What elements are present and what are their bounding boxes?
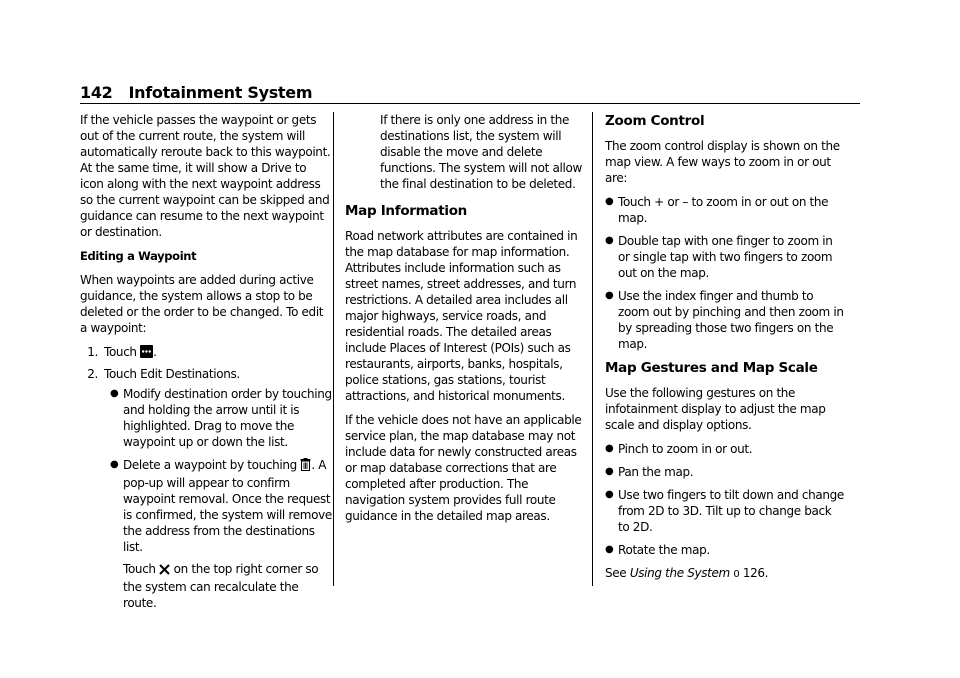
section-heading: Zoom Control <box>605 113 705 129</box>
bullet-icon: ● <box>605 466 614 477</box>
step-1 <box>80 344 332 362</box>
column-3 <box>605 112 845 591</box>
bullet-icon: ● <box>605 235 614 246</box>
step-number: 2. <box>87 367 98 381</box>
list-item <box>605 487 845 535</box>
section-heading: Map Information <box>345 203 467 219</box>
more-menu-icon <box>140 345 153 362</box>
column-divider <box>592 112 593 586</box>
bullet-icon: ● <box>605 290 614 301</box>
close-x-icon <box>159 563 170 579</box>
bullet-continuation <box>123 561 332 611</box>
list-item <box>110 457 332 611</box>
step-text: Touch <box>104 345 137 359</box>
list-item <box>605 233 845 281</box>
list-item <box>605 441 845 457</box>
bullet-text: Delete a waypoint by touching <box>123 458 297 472</box>
page-number: 142 <box>80 83 113 102</box>
bullet-text: Use two fingers to tilt down and change from 2D to 3D. Tilt up to change back to 2D. <box>618 488 844 534</box>
list-item <box>605 464 845 480</box>
bullet-text: Pan the map. <box>618 465 694 479</box>
list-item <box>605 542 845 558</box>
column-1 <box>80 112 332 618</box>
bullet-icon: ● <box>605 443 614 454</box>
bullet-icon: ● <box>110 388 119 399</box>
bullet-text: Use the index finger and thumb to zoom out by pinching and then zoom in by spreading those two fingers on the map. <box>618 289 844 351</box>
bullet-text: Touch + or – to zoom in or out on the map. <box>618 195 829 225</box>
sub-heading: Editing a Waypoint <box>80 249 197 263</box>
bullet-text: Rotate the map. <box>618 543 710 557</box>
bullet-text: on the top right corner so the system can recalculate the route. <box>123 562 319 610</box>
list-item <box>605 288 845 352</box>
bullet-icon: ● <box>605 489 614 500</box>
paragraph: When waypoints are added during active guidance, the system allows a stop to be deleted or the order to be changed. To edit a waypoint: <box>80 273 324 335</box>
see-prefix: See <box>605 566 627 580</box>
page-header <box>80 83 312 102</box>
paragraph: If the vehicle does not have an applicable service plan, the map database may not include data for newly constructed areas or map database corrections that are completed after production. The navigation system provides full route guidance in the detailed map areas. <box>345 413 582 523</box>
page-title: Infotainment System <box>128 83 313 102</box>
page-arrow-icon: 0 <box>733 569 740 580</box>
bullet-icon: ● <box>605 196 614 207</box>
list-item <box>605 194 845 226</box>
step-2 <box>80 366 332 382</box>
bullet-list <box>605 441 845 558</box>
section-heading: Map Gestures and Map Scale <box>605 360 818 376</box>
bullet-icon: ● <box>110 459 119 470</box>
paragraph: If the vehicle passes the waypoint or gets out of the current route, the system will automatically reroute back to this waypoint. At the same time, it will show a Drive to icon along with the next waypoint address so the current waypoint can be skipped and guidance can resume to the next waypoint or destination. <box>80 113 331 239</box>
step-number: 1. <box>87 345 98 359</box>
column-2 <box>345 112 585 532</box>
bullet-list <box>605 194 845 352</box>
column-divider <box>333 112 334 586</box>
see-reference[interactable]: Using the System <box>629 566 730 580</box>
bullet-text: Pinch to zoom in or out. <box>618 442 753 456</box>
paragraph: Road network attributes are contained in the map database for map information. Attributes include information such as street names, street addresses, and turn restrictions. A detailed area includes all major highways, service roads, and residential roads. The detailed areas include Places of Interest (POIs) such as restaurants, airports, banks, hospitals, police stations, gas stations, tourist attractions, and historical monuments. <box>345 229 578 403</box>
paragraph: The zoom control display is shown on the map view. A few ways to zoom in or out are: <box>605 139 840 185</box>
cross-reference <box>605 565 845 583</box>
bullet-icon: ● <box>605 544 614 555</box>
bullet-list <box>110 386 332 611</box>
bullet-text: Double tap with one finger to zoom in or single tap with two fingers to zoom out on the map. <box>618 234 833 280</box>
list-item <box>110 386 332 450</box>
bullet-text: Touch <box>123 562 156 576</box>
paragraph: Use the following gestures on the infotainment display to adjust the map scale and display options. <box>605 386 826 432</box>
see-page[interactable]: 126. <box>742 566 769 580</box>
step-text: . <box>153 345 157 359</box>
header-rule <box>80 103 860 104</box>
trash-icon <box>300 458 311 475</box>
paragraph: If there is only one address in the destinations list, the system will disable the move and delete functions. The system will not allow the final destination to be deleted. <box>380 113 582 191</box>
step-text: Touch Edit Destinations. <box>104 367 240 381</box>
bullet-text: Modify destination order by touching and holding the arrow until it is highlighted. Drag to move the waypoint up or down the list. <box>123 387 332 449</box>
bullet-text: . A pop-up will appear to confirm waypoint removal. Once the request is confirmed, the system will remove the address from the destinations list. <box>123 458 332 554</box>
